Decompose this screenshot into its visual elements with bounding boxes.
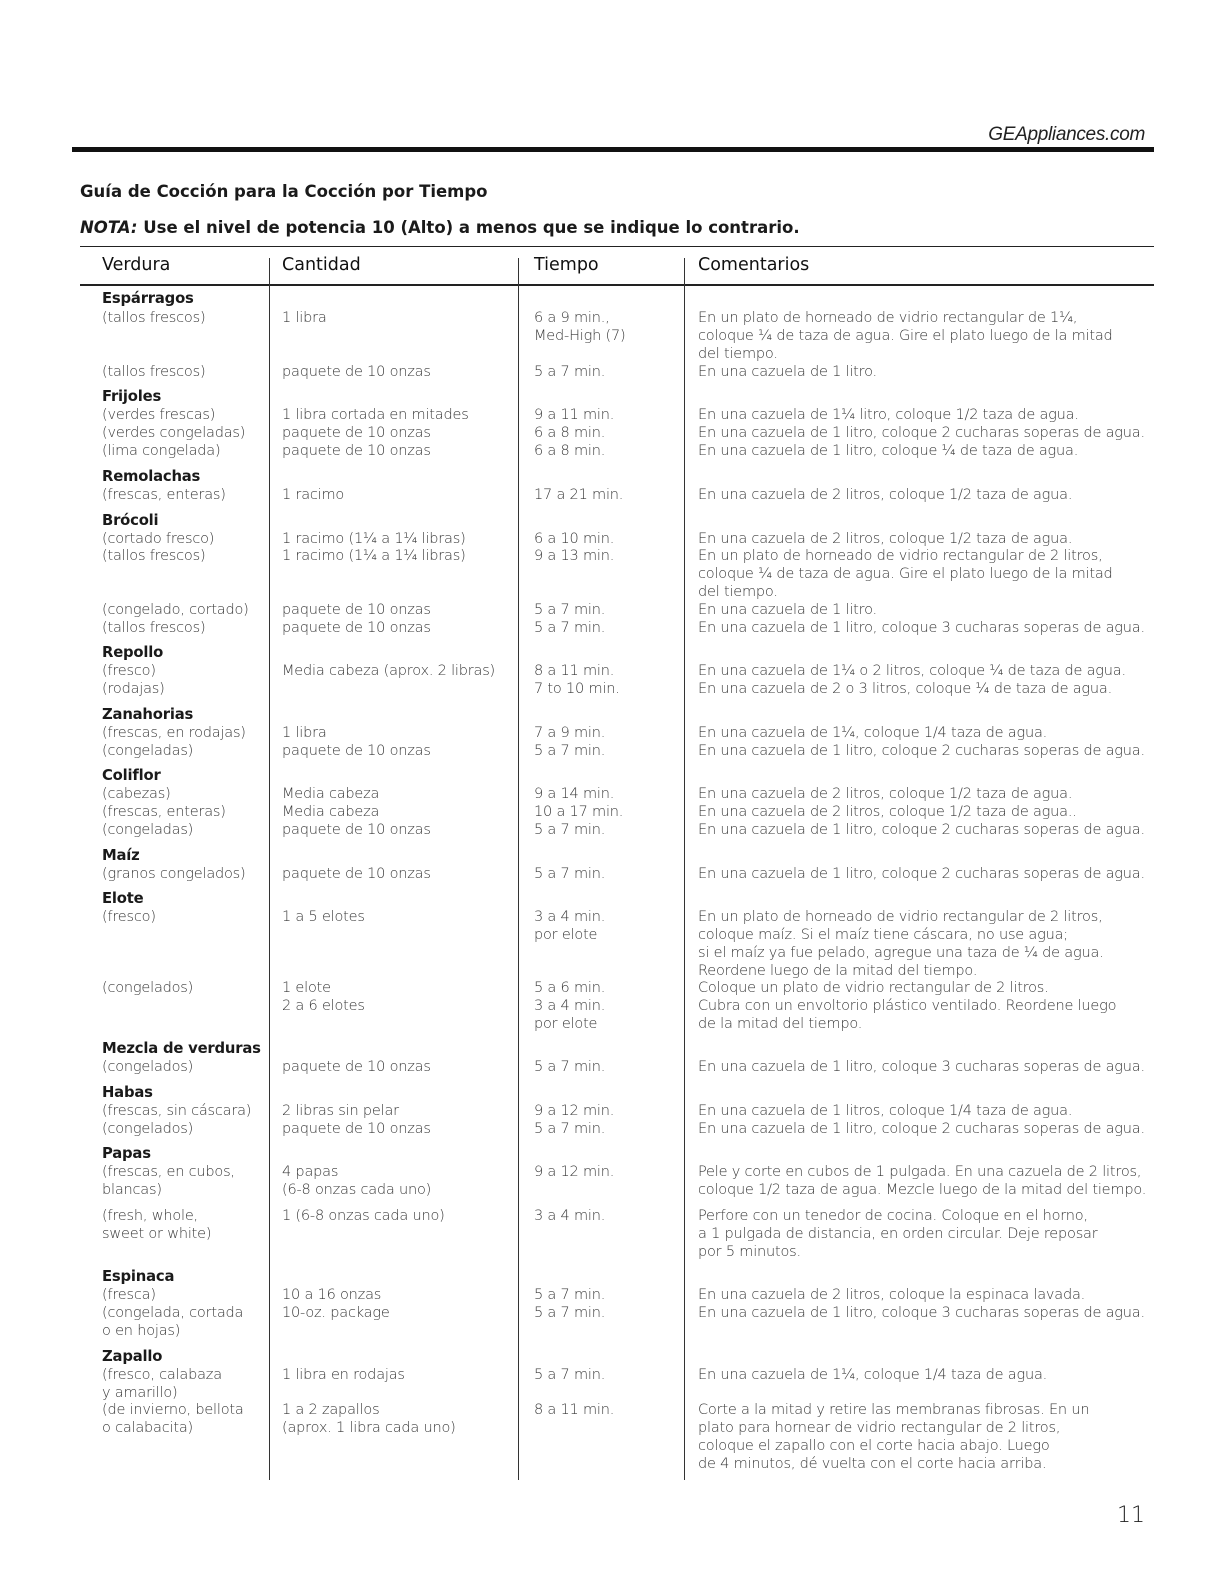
vegetable-category: Papas xyxy=(102,1145,151,1162)
time-cell: 6 a 10 min. xyxy=(534,531,615,547)
column-header-cantidad: Cantidad xyxy=(282,255,361,275)
time-cell: 6 a 8 min. xyxy=(534,443,606,459)
header-rule xyxy=(72,147,1154,152)
comments-cell: Corte a la mitad y retire las membranas fibrosas. En un plato para hornear de vidrio rectangular de 2 litros, coloque el zapallo con el corte hacia abajo. Luego de 4 minutos, dé vuelta con el corte hacia arriba. xyxy=(698,1402,1090,1472)
vegetable-category: Coliflor xyxy=(102,767,161,784)
comments-cell: En una cazuela de 2 litros, coloque 1/2 taza de agua. xyxy=(698,786,1073,802)
comments-cell: En una cazuela de 2 litros, coloque 1/2 taza de agua.. xyxy=(698,804,1077,820)
vegetable-variant: (frescas, enteras) xyxy=(102,804,226,820)
time-cell: 7 to 10 min. xyxy=(534,681,620,697)
vegetable-variant: (granos congelados) xyxy=(102,866,246,882)
vegetable-variant: (congeladas) xyxy=(102,743,194,759)
vegetable-category: Mezcla de verduras xyxy=(102,1040,261,1057)
vegetable-variant: (congeladas) xyxy=(102,822,194,838)
vegetable-variant: (frescas, en cubos, blancas) xyxy=(102,1164,235,1198)
vegetable-variant: (tallos frescos) xyxy=(102,310,206,326)
vegetable-variant: (tallos frescos) xyxy=(102,364,206,380)
quantity-cell: paquete de 10 onzas xyxy=(282,822,431,838)
time-cell: 17 a 21 min. xyxy=(534,487,624,503)
column-header-tiempo: Tiempo xyxy=(534,255,599,275)
comments-cell: Perfore con un tenedor de cocina. Coloque en el horno, a 1 pulgada de distancia, en orden circular. Deje reposar por 5 minutos. xyxy=(698,1208,1098,1260)
time-cell: 5 a 7 min. xyxy=(534,1059,606,1075)
vegetable-category: Elote xyxy=(102,890,144,907)
column-divider xyxy=(269,258,270,1480)
vegetable-variant: (rodajas) xyxy=(102,681,165,697)
quantity-cell: paquete de 10 onzas xyxy=(282,620,431,636)
time-cell: 5 a 7 min. xyxy=(534,1305,606,1321)
time-cell: 5 a 6 min. 3 a 4 min. por elote xyxy=(534,980,606,1032)
vegetable-variant: (congelado, cortado) xyxy=(102,602,249,618)
page-title: Guía de Cocción para la Cocción por Tiempo xyxy=(80,182,488,201)
vegetable-variant: (cortado fresco) xyxy=(102,531,215,547)
quantity-cell: paquete de 10 onzas xyxy=(282,743,431,759)
vegetable-variant: (fresco) xyxy=(102,909,156,925)
quantity-cell: 1 a 5 elotes xyxy=(282,909,365,925)
vegetable-category: Habas xyxy=(102,1084,153,1101)
quantity-cell: 1 racimo (1¼ a 1¼ libras) xyxy=(282,531,466,547)
comments-cell: En una cazuela de 2 o 3 litros, coloque ¼ de taza de agua. xyxy=(698,681,1112,697)
time-cell: 6 a 9 min., Med-High (7) xyxy=(534,310,626,344)
quantity-cell: 2 libras sin pelar xyxy=(282,1103,399,1119)
note xyxy=(80,218,800,237)
time-cell: 5 a 7 min. xyxy=(534,822,606,838)
vegetable-category: Remolachas xyxy=(102,468,201,485)
quantity-cell: 1 libra cortada en mitades xyxy=(282,407,469,423)
time-cell: 9 a 12 min. xyxy=(534,1164,615,1180)
quantity-cell: 1 racimo xyxy=(282,487,345,503)
vegetable-variant: (frescas, enteras) xyxy=(102,487,226,503)
vegetable-category: Espárragos xyxy=(102,290,194,307)
vegetable-variant: (frescas, en rodajas) xyxy=(102,725,246,741)
vegetable-variant: (tallos frescos) xyxy=(102,548,206,564)
note-rule xyxy=(80,246,1154,247)
time-cell: 9 a 11 min. xyxy=(534,407,615,423)
quantity-cell: Media cabeza xyxy=(282,786,380,802)
vegetable-variant: (fresco, calabaza y amarillo) xyxy=(102,1367,222,1401)
time-cell: 8 a 11 min. xyxy=(534,1402,615,1418)
vegetable-variant: (verdes congeladas) xyxy=(102,425,246,441)
quantity-cell: 10 a 16 onzas xyxy=(282,1287,382,1303)
vegetable-variant: (congelados) xyxy=(102,980,194,996)
vegetable-variant: (fresco) xyxy=(102,663,156,679)
time-cell: 9 a 12 min. xyxy=(534,1103,615,1119)
column-header-verdura: Verdura xyxy=(102,255,171,275)
vegetable-variant: (lima congelada) xyxy=(102,443,221,459)
quantity-cell: paquete de 10 onzas xyxy=(282,443,431,459)
quantity-cell: paquete de 10 onzas xyxy=(282,1059,431,1075)
quantity-cell: paquete de 10 onzas xyxy=(282,425,431,441)
site-url: GEAppliances.com xyxy=(988,124,1145,145)
quantity-cell: paquete de 10 onzas xyxy=(282,364,431,380)
time-cell: 5 a 7 min. xyxy=(534,743,606,759)
vegetable-variant: (de invierno, bellota o calabacita) xyxy=(102,1402,244,1436)
comments-cell: En una cazuela de 1 litro, coloque 2 cucharas soperas de agua. xyxy=(698,743,1145,759)
time-cell: 6 a 8 min. xyxy=(534,425,606,441)
quantity-cell: 1 elote 2 a 6 elotes xyxy=(282,980,365,1014)
comments-cell: En una cazuela de 1¼, coloque 1/4 taza de agua. xyxy=(698,1367,1048,1383)
time-cell: 3 a 4 min. xyxy=(534,1208,606,1224)
time-cell: 3 a 4 min. por elote xyxy=(534,909,606,943)
comments-cell: En una cazuela de 1¼ litro, coloque 1/2 taza de agua. xyxy=(698,407,1079,423)
time-cell: 7 a 9 min. xyxy=(534,725,606,741)
comments-cell: En una cazuela de 1 litro, coloque 2 cucharas soperas de agua. xyxy=(698,866,1145,882)
column-divider xyxy=(518,258,519,1480)
comments-cell: En una cazuela de 1 litro, coloque 2 cucharas soperas de agua. xyxy=(698,1121,1145,1137)
vegetable-category: Zapallo xyxy=(102,1348,163,1365)
comments-cell: En una cazuela de 1 litros, coloque 1/4 taza de agua. xyxy=(698,1103,1073,1119)
vegetable-variant: (congelados) xyxy=(102,1121,194,1137)
vegetable-variant: (congelada, cortada o en hojas) xyxy=(102,1305,244,1339)
vegetable-category: Maíz xyxy=(102,847,140,864)
quantity-cell: 1 libra xyxy=(282,310,327,326)
quantity-cell: 1 libra xyxy=(282,725,327,741)
vegetable-category: Repollo xyxy=(102,644,164,661)
time-cell: 5 a 7 min. xyxy=(534,364,606,380)
comments-cell: En una cazuela de 1 litro. xyxy=(698,364,877,380)
comments-cell: En una cazuela de 1 litro, coloque ¼ de taza de agua. xyxy=(698,443,1079,459)
time-cell: 5 a 7 min. xyxy=(534,620,606,636)
time-cell: 5 a 7 min. xyxy=(534,1287,606,1303)
quantity-cell: 10-oz. package xyxy=(282,1305,390,1321)
vegetable-variant: (fresh, whole, sweet or white) xyxy=(102,1208,212,1242)
time-cell: 5 a 7 min. xyxy=(534,602,606,618)
comments-cell: En una cazuela de 1 litro, coloque 2 cucharas soperas de agua. xyxy=(698,425,1145,441)
quantity-cell: Media cabeza xyxy=(282,804,380,820)
comments-cell: En una cazuela de 1 litro. xyxy=(698,602,877,618)
quantity-cell: paquete de 10 onzas xyxy=(282,602,431,618)
comments-cell: En una cazuela de 2 litros, coloque 1/2 taza de agua. xyxy=(698,531,1073,547)
header-divider xyxy=(80,284,1154,286)
comments-cell: En un plato de horneado de vidrio rectangular de 2 litros, coloque ¼ de taza de agua. Gire el plato luego de la mitad del tiempo. xyxy=(698,548,1113,600)
comments-cell: En un plato de horneado de vidrio rectangular de 2 litros, coloque maíz. Si el maíz tiene cáscara, no use agua; si el maíz ya fue pelado, agregue una taza de ¼ de agua. Reordene luego de la mitad del tiempo. xyxy=(698,909,1104,979)
quantity-cell: 4 papas (6-8 onzas cada uno) xyxy=(282,1164,432,1198)
vegetable-variant: (verdes frescas) xyxy=(102,407,216,423)
vegetable-category: Espinaca xyxy=(102,1268,175,1285)
comments-cell: En un plato de horneado de vidrio rectangular de 1¼, coloque ¼ de taza de agua. Gire el plato luego de la mitad del tiempo. xyxy=(698,310,1113,362)
vegetable-variant: (frescas, sin cáscara) xyxy=(102,1103,252,1119)
comments-cell: En una cazuela de 1¼ o 2 litros, coloque ¼ de taza de agua. xyxy=(698,663,1126,679)
comments-cell: En una cazuela de 1¼, coloque 1/4 taza de agua. xyxy=(698,725,1048,741)
comments-cell: Coloque un plato de vidrio rectangular de 2 litros. Cubra con un envoltorio plástico ventilado. Reordene luego de la mitad del tiempo. xyxy=(698,980,1117,1032)
quantity-cell: Media cabeza (aprox. 2 libras) xyxy=(282,663,496,679)
time-cell: 9 a 14 min. xyxy=(534,786,615,802)
comments-cell: En una cazuela de 1 litro, coloque 3 cucharas soperas de agua. xyxy=(698,1059,1145,1075)
vegetable-category: Brócoli xyxy=(102,512,159,529)
note-label: NOTA: xyxy=(80,218,138,237)
quantity-cell: 1 (6-8 onzas cada uno) xyxy=(282,1208,445,1224)
comments-cell: En una cazuela de 1 litro, coloque 3 cucharas soperas de agua. xyxy=(698,1305,1145,1321)
comments-cell: En una cazuela de 1 litro, coloque 3 cucharas soperas de agua. xyxy=(698,620,1145,636)
vegetable-variant: (tallos frescos) xyxy=(102,620,206,636)
comments-cell: En una cazuela de 1 litro, coloque 2 cucharas soperas de agua. xyxy=(698,822,1145,838)
time-cell: 5 a 7 min. xyxy=(534,1367,606,1383)
vegetable-category: Zanahorias xyxy=(102,706,194,723)
vegetable-variant: (fresca) xyxy=(102,1287,156,1303)
column-header-comentarios: Comentarios xyxy=(698,255,810,275)
quantity-cell: paquete de 10 onzas xyxy=(282,866,431,882)
time-cell: 5 a 7 min. xyxy=(534,866,606,882)
time-cell: 5 a 7 min. xyxy=(534,1121,606,1137)
vegetable-variant: (cabezas) xyxy=(102,786,171,802)
comments-cell: En una cazuela de 2 litros, coloque la espinaca lavada. xyxy=(698,1287,1086,1303)
time-cell: 10 a 17 min. xyxy=(534,804,624,820)
vegetable-category: Frijoles xyxy=(102,388,162,405)
quantity-cell: paquete de 10 onzas xyxy=(282,1121,431,1137)
comments-cell: En una cazuela de 2 litros, coloque 1/2 taza de agua. xyxy=(698,487,1073,503)
quantity-cell: 1 libra en rodajas xyxy=(282,1367,405,1383)
comments-cell: Pele y corte en cubos de 1 pulgada. En una cazuela de 2 litros, coloque 1/2 taza de agua. Mezcle luego de la mitad del tiempo. xyxy=(698,1164,1147,1198)
page-number: 11 xyxy=(1117,1503,1145,1528)
time-cell: 8 a 11 min. xyxy=(534,663,615,679)
quantity-cell: 1 a 2 zapallos (aprox. 1 libra cada uno) xyxy=(282,1402,456,1436)
column-divider xyxy=(684,258,685,1480)
time-cell: 9 a 13 min. xyxy=(534,548,615,564)
quantity-cell: 1 racimo (1¼ a 1¼ libras) xyxy=(282,548,466,564)
vegetable-variant: (congelados) xyxy=(102,1059,194,1075)
note-text: Use el nivel de potencia 10 (Alto) a menos que se indique lo contrario. xyxy=(137,218,800,237)
